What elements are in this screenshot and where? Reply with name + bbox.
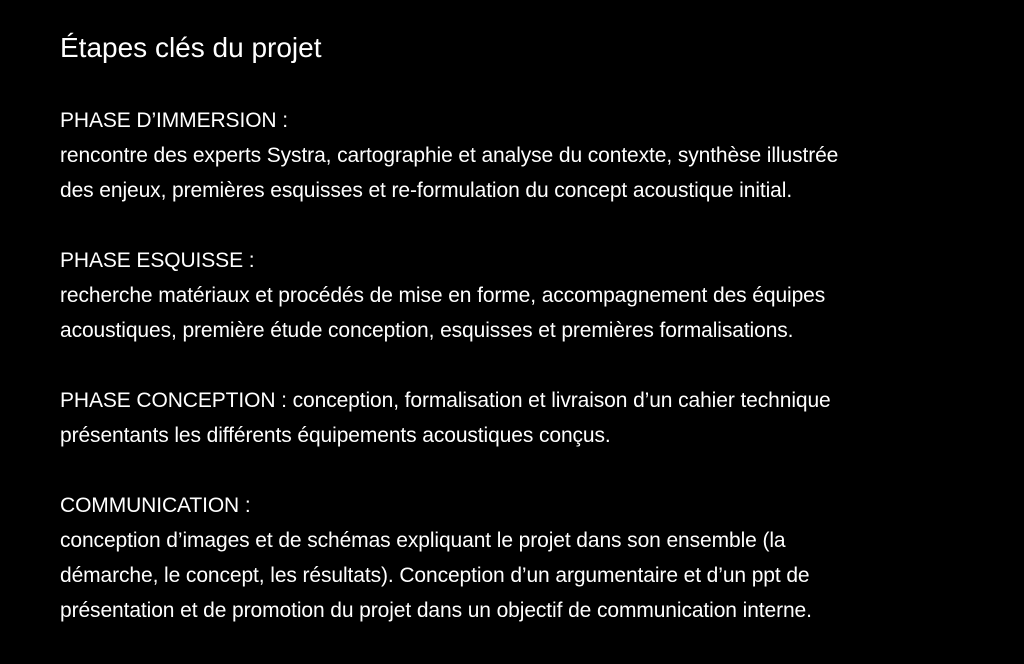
section-communication <box>60 488 812 628</box>
section-line: démarche, le concept, les résultats). Conception d’un argumentaire et d’un ppt de <box>60 564 810 587</box>
section-heading: PHASE D’IMMERSION : <box>60 109 288 132</box>
section-line: présentation et de promotion du projet dans un objectif de communication interne. <box>60 599 812 622</box>
section-line: acoustiques, première étude conception, esquisses et premières formalisations. <box>60 319 794 342</box>
section-line: présentants les différents équipements acoustiques conçus. <box>60 424 611 447</box>
section-line: recherche matériaux et procédés de mise en forme, accompagnement des équipes <box>60 284 826 307</box>
section-heading: COMMUNICATION : <box>60 494 251 517</box>
section-line: rencontre des experts Systra, cartographie et analyse du contexte, synthèse illustrée <box>60 144 839 167</box>
page-title: Étapes clés du projet <box>60 32 322 63</box>
section-line: des enjeux, premières esquisses et re-formulation du concept acoustique initial. <box>60 179 793 202</box>
section-esquisse <box>60 243 825 348</box>
section-line: conception d’images et de schémas expliquant le projet dans son ensemble (la <box>60 529 786 552</box>
section-line: PHASE CONCEPTION : conception, formalisation et livraison d’un cahier technique <box>60 389 831 412</box>
section-conception <box>60 383 831 453</box>
section-immersion <box>60 103 838 208</box>
section-heading: PHASE ESQUISSE : <box>60 249 255 272</box>
